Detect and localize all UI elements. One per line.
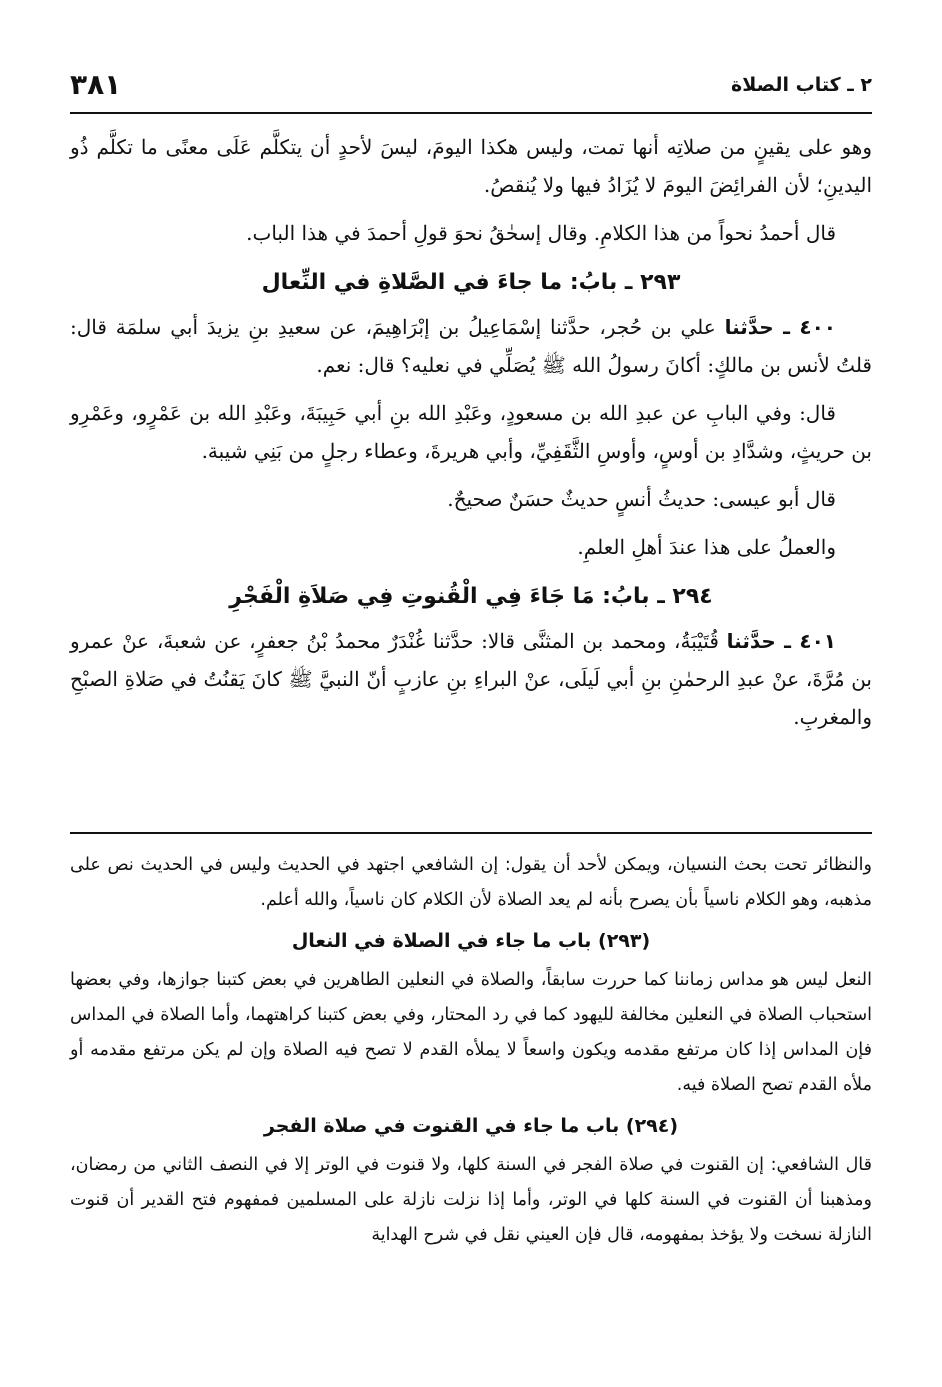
note-heading-294: (٢٩٤) باب ما جاء في القنوت في صلاة الفجر: [263, 1115, 679, 1137]
hadith-401: [70, 622, 872, 736]
hadith-number: ٤٠١ ـ حدَّثنا: [726, 629, 836, 653]
paragraph: وهو على يقينٍ من صلاتِه أنها تمت، وليس هكذا اليومَ، ليسَ لأحدٍ أن يتكلَّم عَلَى معنًى ما تكلَّم ذُو اليدينِ؛ لأن الفرائِضَ اليومَ لا يُزَادُ فيها ولا يُنقصُ.: [70, 135, 872, 197]
hadith-400: [70, 308, 872, 384]
commentary-notes: [70, 848, 872, 1259]
footnote-divider: [70, 832, 872, 834]
note-heading-293: (٢٩٣) باب ما جاء في الصلاة في النعال: [291, 930, 651, 952]
page-number: ٣٨١: [70, 68, 122, 101]
running-title: ٢ ـ كتاب الصلاة: [731, 74, 872, 96]
chapter-heading-293: ٢٩٣ ـ بابُ: ما جاءَ في الصَّلاةِ في النِّعال: [261, 270, 681, 295]
chapter-heading-294: ٢٩٤ ـ بابُ: مَا جَاءَ فِي الْقُنوتِ فِي صَلاَةِ الْفَجْرِ: [229, 584, 713, 609]
note-paragraph: قال الشافعي: إن القنوت في صلاة الفجر في السنة كلها، ولا قنوت في الوتر إلا في النصف الثاني من رمضان، ومذهبنا أن القنوت في السنة كلها في الوتر، وأما إذا نزلت نازلة على المسلمين فمفهوم فتح القدير أن قنوت النازلة نسخت ولا يؤخذ بمفهومه، قال فإن العيني نقل في شرح الهداية: [70, 1155, 872, 1245]
paragraph: قال أبو عيسى: حديثُ أنسٍ حديثٌ حسَنٌ صحيحٌ.: [447, 487, 836, 511]
main-text: [70, 128, 872, 746]
paragraph: قال أحمدُ نحواً من هذا الكلامِ. وقال إسحٰقُ نحوَ قولِ أحمدَ في هذا الباب.: [246, 221, 836, 245]
hadith-text: قُتَيْبَةُ، ومحمد بن المثنَّى قالا: حدَّثنا غُنْدَرٌ محمدُ بْنُ جعفرٍ، عن شعبةَ، عنْ عمرو بن مُرَّةَ، عنْ عبدِ الرحمٰنِ بنِ أبي لَيلَى، عنْ البراءِ بنِ عازبٍ أنّ النبيَّ ﷺ كانَ يَقنُتُ في صَلاةِ الصبْحِ والمغربِ.: [70, 629, 872, 729]
paragraph: والعملُ على هذا عندَ أهلِ العلمِ.: [577, 535, 836, 559]
hadith-text: علي بن حُجر، حدَّثنا إسْمَاعِيلُ بن إبْرَاهِيمَ، عن سعيدِ بنِ يزيدَ أبي سلمَة قال: قلتُ لأنس بن مالكٍ: أكانَ رسولُ الله ﷺ يُصَلِّي في نعليه؟ قال: نعم.: [70, 315, 872, 377]
hadith-number: ٤٠٠ ـ حدَّثنا: [724, 315, 837, 339]
note-paragraph: والنظائر تحت بحث النسيان، ويمكن لأحد أن يقول: إن الشافعي اجتهد في الحديث وليس في الحديث نص على مذهبه، وهو الكلام ناسياً بأن يصرح بأنه لم يعد الصلاة لأن الكلام كان ناسياً، والله أعلم.: [70, 855, 872, 910]
note-paragraph: النعل ليس هو مداس زماننا كما حررت سابقاً، والصلاة في النعلين الطاهرين في بعض كتبنا جوازها، وفي بعضها استحباب الصلاة في النعلين مخالفة لليهود كما في رد المحتار، وفي بعض كتبنا كراهتهما، وأما الصلاة في المداس فإن المداس إذا كان مرتفع مقدمه ويكون واسعاً لا يملأه القدم لا تصح فيه الصلاة وإن لم يكن مرتفع مقدمه أو ملأه القدم تصح الصلاة فيه.: [70, 970, 872, 1095]
paragraph: قال: وفي البابِ عن عبدِ الله بن مسعودٍ، وعَبْدِ الله بنِ أبي حَبِيبَةَ، وعَبْدِ الله بن عَمْرٍو، وعَمْرِو بن حريثٍ، وشدَّادِ بن أوسٍ، وأوسِ الثَّقَفِيِّ، وأبي هريرةَ، وعطاء رجلٍ من بَنِي شيبة.: [70, 401, 872, 463]
page-header: [70, 68, 872, 114]
